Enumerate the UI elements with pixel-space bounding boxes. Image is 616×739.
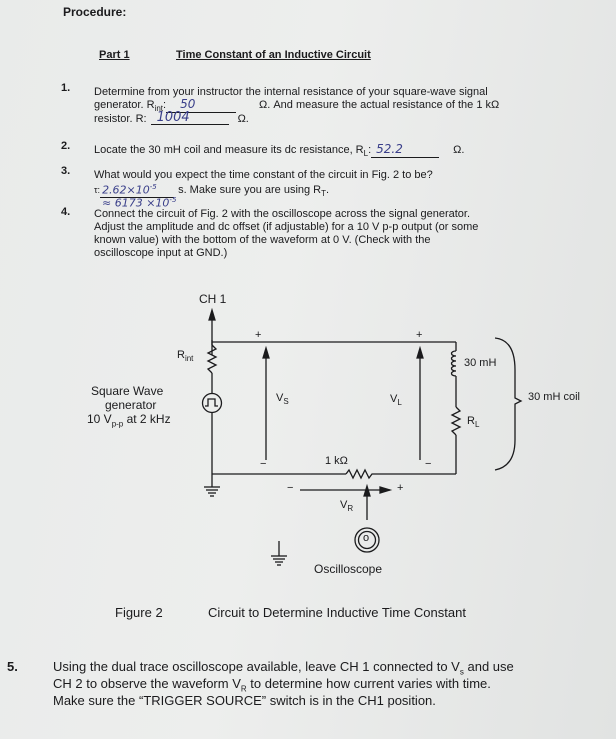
vr-plus: + bbox=[397, 482, 404, 494]
step-4-number: 4. bbox=[61, 206, 71, 218]
oscilloscope-symbol: o bbox=[363, 532, 370, 544]
step-1-line-3: resistor. R: 1004 Ω. bbox=[94, 110, 249, 125]
part-label: Part 1 bbox=[99, 49, 130, 61]
hw-tau-value: $2.62\times 10^{-5}$ bbox=[102, 183, 157, 197]
hw-tau-note: ≈ $6173 \times 10^{-5}$ bbox=[102, 196, 177, 210]
part-title: Time Constant of an Inductive Circuit bbox=[176, 49, 371, 61]
resistor-1k-label: 1 kΩ bbox=[325, 455, 348, 467]
source-label-3: 10 $V_{p-p}$ at 2 kHz bbox=[87, 412, 171, 429]
vs-plus: + bbox=[255, 329, 262, 341]
figure-number: Figure 2 bbox=[115, 605, 163, 620]
inductor-label: 30 mH bbox=[464, 357, 497, 369]
step-1-line-1: Determine from your instructor the internal resistance of your square-wave signal bbox=[94, 86, 488, 98]
step-1-line-2b: Ω. And measure the actual resistance of the 1 kΩ bbox=[259, 99, 500, 111]
vr-label: $V_R$ bbox=[340, 499, 354, 514]
vl-label: $V_L$ bbox=[390, 393, 402, 408]
hw-r-value: 1004 bbox=[156, 110, 190, 125]
step-4-line-2: Adjust the amplitude and dc offset (if adjustable) for a 10 V p-p output (or some bbox=[94, 221, 479, 233]
source-label-2: generator bbox=[105, 398, 157, 412]
step-1-number: 1. bbox=[61, 82, 71, 94]
oscilloscope-label: Oscilloscope bbox=[314, 562, 383, 576]
rl-label: $R_L$ bbox=[467, 415, 480, 430]
step-2-text: Locate the 30 mH coil and measure its dc resistance, $R_L$: 52.2 Ω. bbox=[94, 142, 465, 159]
vl-minus: − bbox=[425, 458, 432, 470]
ch1-label: CH 1 bbox=[199, 292, 227, 306]
hw-rint-value: 50 bbox=[180, 97, 196, 112]
hw-rl-value: 52.2 bbox=[376, 142, 403, 157]
step-5-line-1: Using the dual trace oscilloscope available, leave CH 1 connected to $V_s$ and use bbox=[53, 659, 514, 677]
step-5-line-3: Make sure the “TRIGGER SOURCE” switch is in the CH1 position. bbox=[53, 693, 436, 708]
procedure-heading: Procedure: bbox=[63, 5, 127, 19]
coil-label: 30 mH coil bbox=[528, 391, 580, 403]
step-2-number: 2. bbox=[61, 140, 71, 152]
step-3-line-1: What would you expect the time constant of the circuit in Fig. 2 to be? bbox=[94, 169, 433, 181]
vs-label: $V_S$ bbox=[276, 392, 289, 407]
vl-plus: + bbox=[416, 329, 423, 341]
step-4-line-3: known value) with the bottom of the waveform at 0 V. (Check with the bbox=[94, 234, 431, 246]
step-4-line-4: oscilloscope input at GND.) bbox=[94, 247, 228, 259]
figure-caption: Circuit to Determine Inductive Time Constant bbox=[208, 605, 466, 620]
step-3-number: 3. bbox=[61, 165, 71, 177]
step-3-line-2: τ: $2.62\times 10^{-5}$ s. Make sure you are using $R_T$. bbox=[94, 183, 330, 199]
vs-minus: − bbox=[260, 458, 267, 470]
vr-minus: − bbox=[287, 482, 294, 494]
rint-label: $R_{int}$ bbox=[177, 349, 194, 364]
step-4-line-1: Connect the circuit of Fig. 2 with the oscilloscope across the signal generator. bbox=[94, 208, 471, 220]
step-5-number: 5. bbox=[7, 659, 18, 674]
step-5-line-2: CH 2 to observe the waveform $V_R$ to determine how current varies with time. bbox=[53, 676, 491, 694]
source-label-1: Square Wave bbox=[91, 384, 164, 398]
step-1-line-2a: generator. $R_{int}$: 50 bbox=[94, 99, 236, 113]
